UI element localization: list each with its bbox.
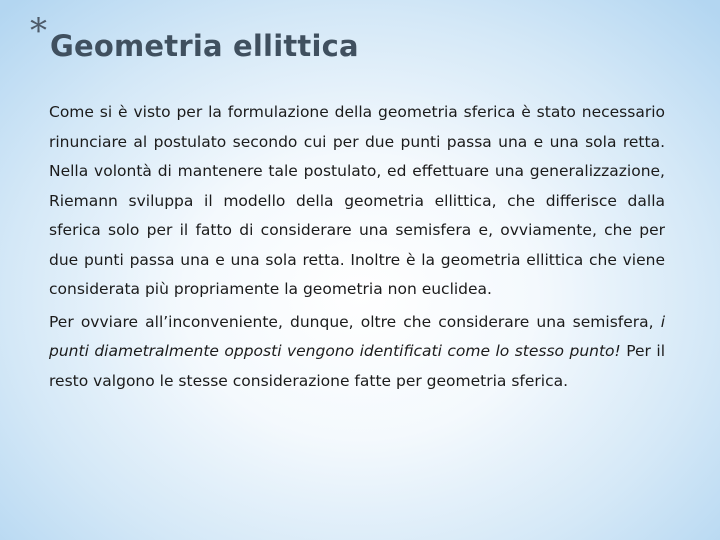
paragraph-2-lead: Per ovviare all’inconveniente, dunque, oltre che considerare una semisfera, [49,312,661,331]
paragraph-2-tail: Per il resto valgono le stesse considerazione fatte per geometria sferica. [49,342,666,390]
slide-title: Geometria ellittica [50,29,359,63]
paragraph-1: Come si è visto per la formulazione della geometria sferica è stato necessario rinunciare al postulato secondo cui per due punti passa una e una sola retta. Nella volontà di mantenere tale postulato, ed effettuare una generalizzazione, Riemann sviluppa il modello della geometria ellittica, che differisce dalla sferica solo per il fatto di considerare una semisfera e, ovviamente, che per due punti passa una e una sola retta. Inoltre è la geometria ellittica che viene considerata più propriamente la geometria non euclidea. [49,103,665,298]
slide-body [49,98,665,396]
paragraph-2-emphasis: i punti diametralmente opposti vengono identificati come lo stesso punto! [49,312,665,360]
paragraph-2 [49,308,665,397]
asterisk-bullet-icon: * [30,11,47,51]
